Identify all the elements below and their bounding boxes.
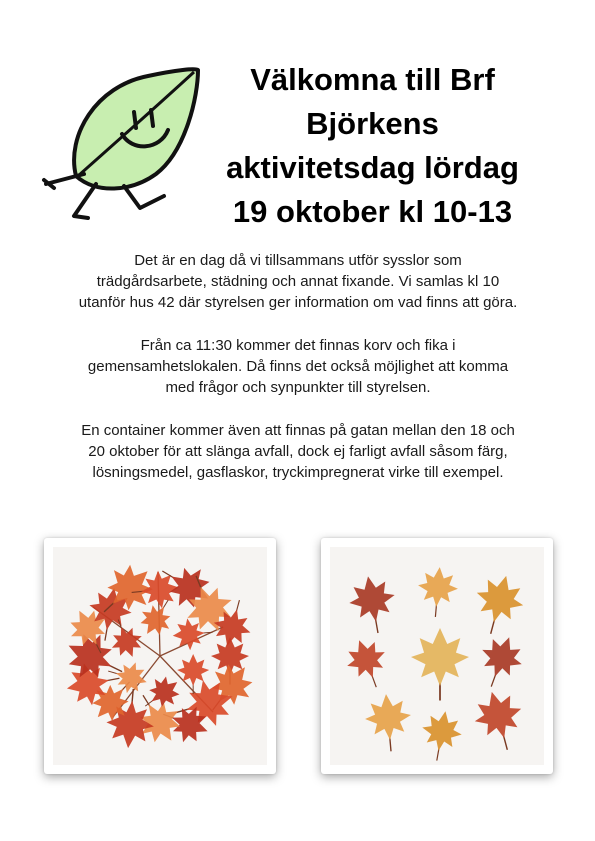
paragraph-intro: Det är en dag då vi tillsammans utför sysslor som trädgårdsarbete, städning och annat fixande. Vi samlas kl 10 utanför hus 42 där styrelsen ger information om vad finns att göra. (78, 252, 518, 311)
title-line: Välkomna till Brf (250, 62, 495, 97)
autumn-leaves-circle-photo (44, 538, 276, 774)
leaf-mascot-icon (36, 56, 206, 226)
title-line: aktivitetsdag lördag (226, 150, 519, 185)
autumn-leaves-grid-photo (321, 538, 553, 774)
paragraph-container: En container kommer även att finnas på gatan mellan den 18 och 20 oktober för att slänga avfall, dock ej farligt avfall såsom färg, lösningsmedel, gasflaskor, tryckimpregnerat virke till exempel. (81, 422, 515, 481)
paragraph-fika: Från ca 11:30 kommer det finnas korv och fika i gemensamhetslokalen. Då finns det också möjlighet att komma med frågor och synpunkter till styrelsen. (87, 337, 509, 396)
title-line: 19 oktober kl 10-13 (232, 194, 513, 229)
body-text (78, 250, 518, 505)
title-line: Björkens (306, 106, 439, 141)
page-title (195, 58, 550, 234)
